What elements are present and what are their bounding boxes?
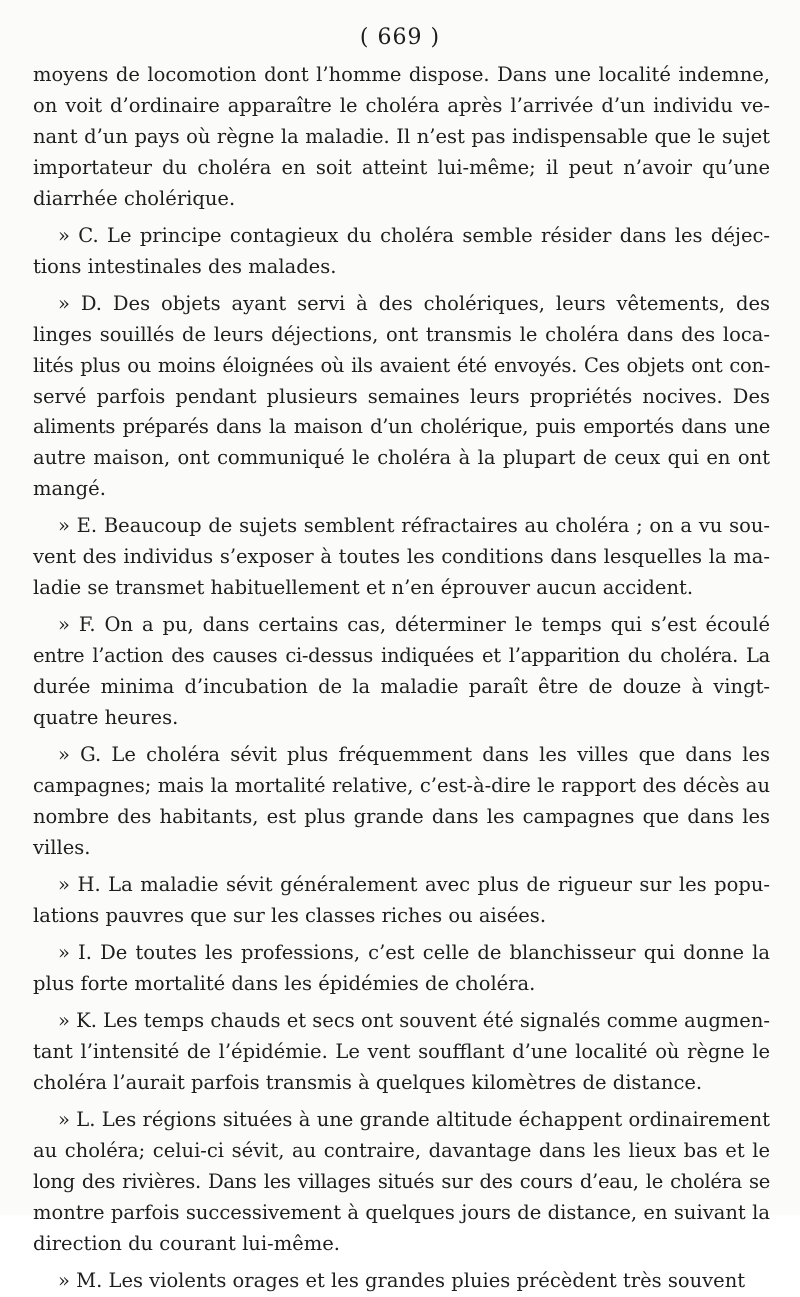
text-line [33,511,770,542]
text-line-content: » L. Les régions situées à une grande altitude échappent ordinairement [58,1108,770,1132]
text-line: nant d’un pays où règne la maladie. Il n’est pas indispensable que le sujet [33,124,770,148]
text-line-content: » H. La maladie sévit généralement avec plus de rigueur sur les popu- [58,873,770,897]
text-line: aliments préparés dans la maison d’un cholérique, puis emportés dans une [33,415,770,439]
paragraph-G [33,740,770,864]
text-line: quatre heures. [33,706,179,729]
text-line: au choléra; celui-ci sévit, au contraire, davantage dans les lieux bas et le [33,1139,770,1163]
text-line: moyens de locomotion dont l’homme dispose. Dans une localité indemne, [33,63,770,86]
text-line [33,289,770,320]
text-line: long des rivières. Dans les villages situés sur des cours d’eau, le choléra se [33,1169,770,1193]
text-line-content: » E. Beaucoup de sujets semblent réfractaires au choléra ; on a vu sou- [58,514,770,538]
text-line [33,870,770,901]
text-line-content: » K. Les temps chauds et secs ont souvent été signalés comme augmen- [58,1009,770,1033]
text-line: mangé. [33,477,106,501]
paragraph-L [33,1105,770,1259]
text-line-content: » C. Le principe contagieux du choléra semble résider dans les déjec- [58,223,770,247]
text-line: on voit d’ordinaire apparaître le choléra après l’arrivée d’un individu ve- [33,93,770,117]
paragraph-D [33,289,770,505]
paragraph-C [33,221,770,283]
text-line-content: » G. Le choléra sévit plus fréquemment dans les villes que dans les [58,743,770,767]
text-line: choléra l’aurait parfois transmis à quelques kilomètres de distance. [33,1070,703,1094]
text-line: tant l’intensité de l’épidémie. Le vent soufflant d’une localité où règne le [33,1040,770,1064]
text-line [33,1105,770,1136]
paragraph-I [33,938,770,1000]
text-line: villes. [33,835,91,859]
text-line: durée minima d’incubation de la maladie paraît être de douze à vingt- [33,675,770,699]
text-line: autre maison, ont communiqué le choléra à la plupart de ceux qui en ont [33,446,770,470]
text-line [33,1266,770,1297]
paragraph-E [33,511,770,604]
text-line: linges souillés de leurs déjections, ont transmis le choléra dans des loca- [33,322,770,346]
text-line-content: » I. De toutes les professions, c’est celle de blanchisseur qui donne la [58,941,770,965]
text-line: montre parfois successivement à quelques jours de distance, en suivant la [33,1200,770,1224]
text-line: lités plus ou moins éloignées où ils avaient été envoyés. Ces objets ont con- [33,353,770,377]
text-line: campagnes; mais la mortalité relative, c’est-à-dire le rapport des décès au [33,774,770,798]
paragraph-K [33,1006,770,1099]
text-line: vent des individus s’exposer à toutes les conditions dans lesquelles la ma- [33,545,770,569]
paragraph-continuation [33,60,770,214]
text-line [33,610,770,641]
text-line-content: » D. Des objets ayant servi à des cholériques, leurs vêtements, des [58,291,770,315]
body-text [33,60,770,1297]
text-line: servé parfois pendant plusieurs semaines leurs propriétés nocives. Des [33,384,770,408]
text-line [33,1006,770,1037]
text-line: direction du courant lui-même. [33,1231,340,1255]
text-line: plus forte mortalité dans les épidémies de choléra. [33,972,536,996]
text-line: entre l’action des causes ci-dessus indiquées et l’apparition du choléra. La [33,644,770,668]
text-line: lations pauvres que sur les classes riches ou aisées. [33,903,547,927]
text-line [33,221,770,252]
paragraph-H [33,870,770,932]
text-line: importateur du choléra en soit atteint lui-même; il peut n’avoir qu’une [33,155,770,179]
text-line-content: » M. Les violents orages et les grandes pluies précèdent très souvent [58,1268,746,1292]
text-line [33,938,770,969]
paragraph-M [33,1266,770,1297]
text-line: diarrhée cholérique. [33,186,236,210]
page-number: ( 669 ) [359,25,441,50]
text-line: nombre des habitants, est plus grande dans les campagnes que dans les [33,804,770,828]
text-line: ladie se transmet habituellement et n’en éprouver aucun accident. [33,576,694,600]
text-line: tions intestinales des malades. [33,254,337,278]
text-line [33,740,770,771]
paragraph-F [33,610,770,734]
text-line-content: » F. On a pu, dans certains cas, déterminer le temps qui s’est écoulé [58,613,770,637]
